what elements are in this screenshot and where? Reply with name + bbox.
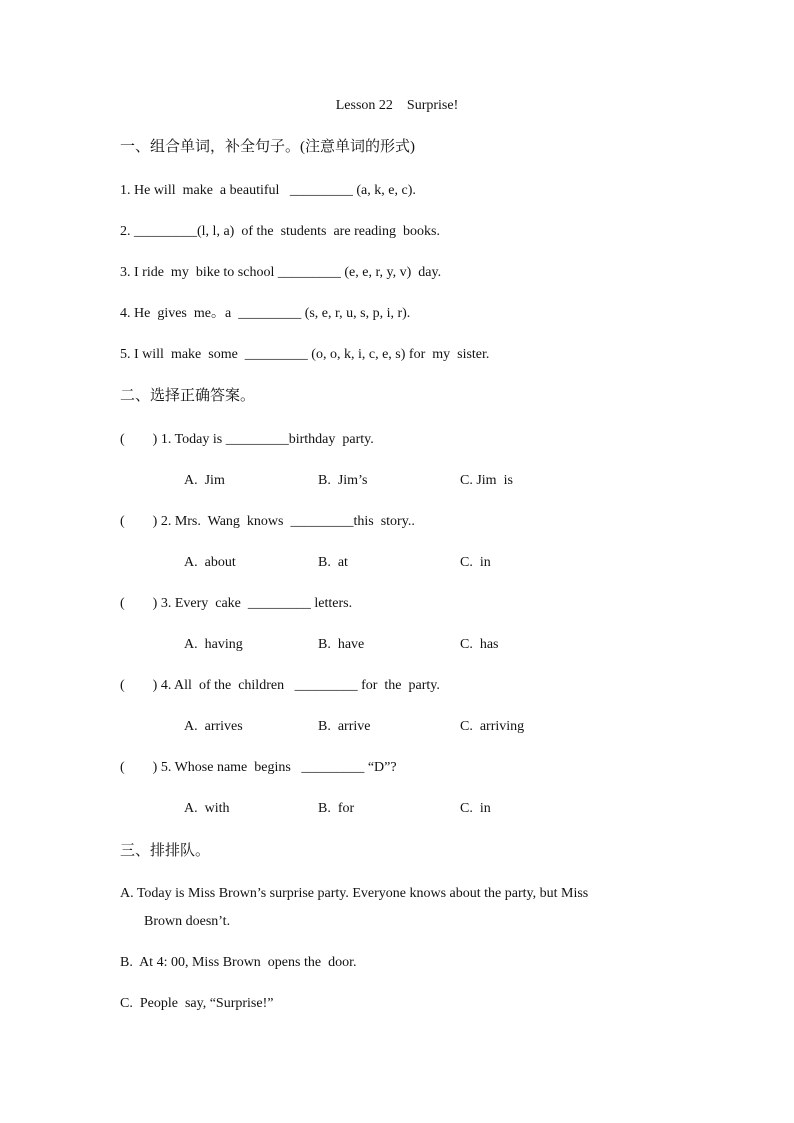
section2-question-1: ( ) 1. Today is _________birthday party. — [120, 432, 374, 447]
section2-q2-option-a: A. about — [184, 555, 236, 570]
section2-q3-option-b: B. have — [318, 637, 365, 652]
section2-q4-option-c: C. arriving — [460, 719, 525, 734]
section2-heading: 二、选择正确答案。 — [120, 388, 256, 404]
section3-item-c: C. People say, “Surprise!” — [120, 996, 274, 1011]
section1-item-4: 4. He gives me。a _________ (s, e, r, u, s, p, i, r). — [120, 306, 411, 321]
section1-item-2: 2. _________(l, l, a) of the students are reading books. — [120, 224, 440, 239]
section2-q1-option-a: A. Jim — [184, 473, 225, 488]
section2-q1-option-c: C. Jim is — [460, 473, 513, 488]
section3-heading: 三、排排队。 — [120, 843, 211, 859]
section1-item-5: 5. I will make some _________ (o, o, k, i, c, e, s) for my sister. — [120, 347, 490, 362]
section2-q5-option-c: C. in — [460, 801, 491, 816]
section1-item-3: 3. I ride my bike to school _________ (e, e, r, y, v) day. — [120, 265, 442, 280]
section2-q5-option-a: A. with — [184, 801, 230, 816]
section2-question-4: ( ) 4. All of the children _________ for the party. — [120, 678, 440, 693]
section2-q1-option-b: B. Jim’s — [318, 473, 368, 488]
lesson-title: Lesson 22 Surprise! — [335, 98, 459, 113]
section2-question-3: ( ) 3. Every cake _________ letters. — [120, 596, 353, 611]
section2-question-2: ( ) 2. Mrs. Wang knows _________this story.. — [120, 514, 415, 529]
section1-item-1: 1. He will make a beautiful _________ (a, k, e, c). — [120, 183, 416, 198]
section2-q3-option-a: A. having — [184, 637, 243, 652]
section3-item-a-line1: A. Today is Miss Brown’s surprise party. Everyone knows about the party, but Miss — [120, 886, 589, 901]
section1-heading: 一、组合单词，补全句子。(注意单词的形式) — [120, 139, 415, 155]
section2-q3-option-c: C. has — [460, 637, 499, 652]
section2-q5-option-b: B. for — [318, 801, 355, 816]
section2-q2-option-b: B. at — [318, 555, 348, 570]
section3-item-a-line2: Brown doesn’t. — [144, 914, 231, 929]
section2-q2-option-c: C. in — [460, 555, 491, 570]
section2-q4-option-a: A. arrives — [184, 719, 243, 734]
section3-item-b: B. At 4: 00, Miss Brown opens the door. — [120, 955, 357, 970]
section2-question-5: ( ) 5. Whose name begins _________ “D”? — [120, 760, 397, 775]
section2-q4-option-b: B. arrive — [318, 719, 371, 734]
section3-item-a — [120, 880, 680, 936]
